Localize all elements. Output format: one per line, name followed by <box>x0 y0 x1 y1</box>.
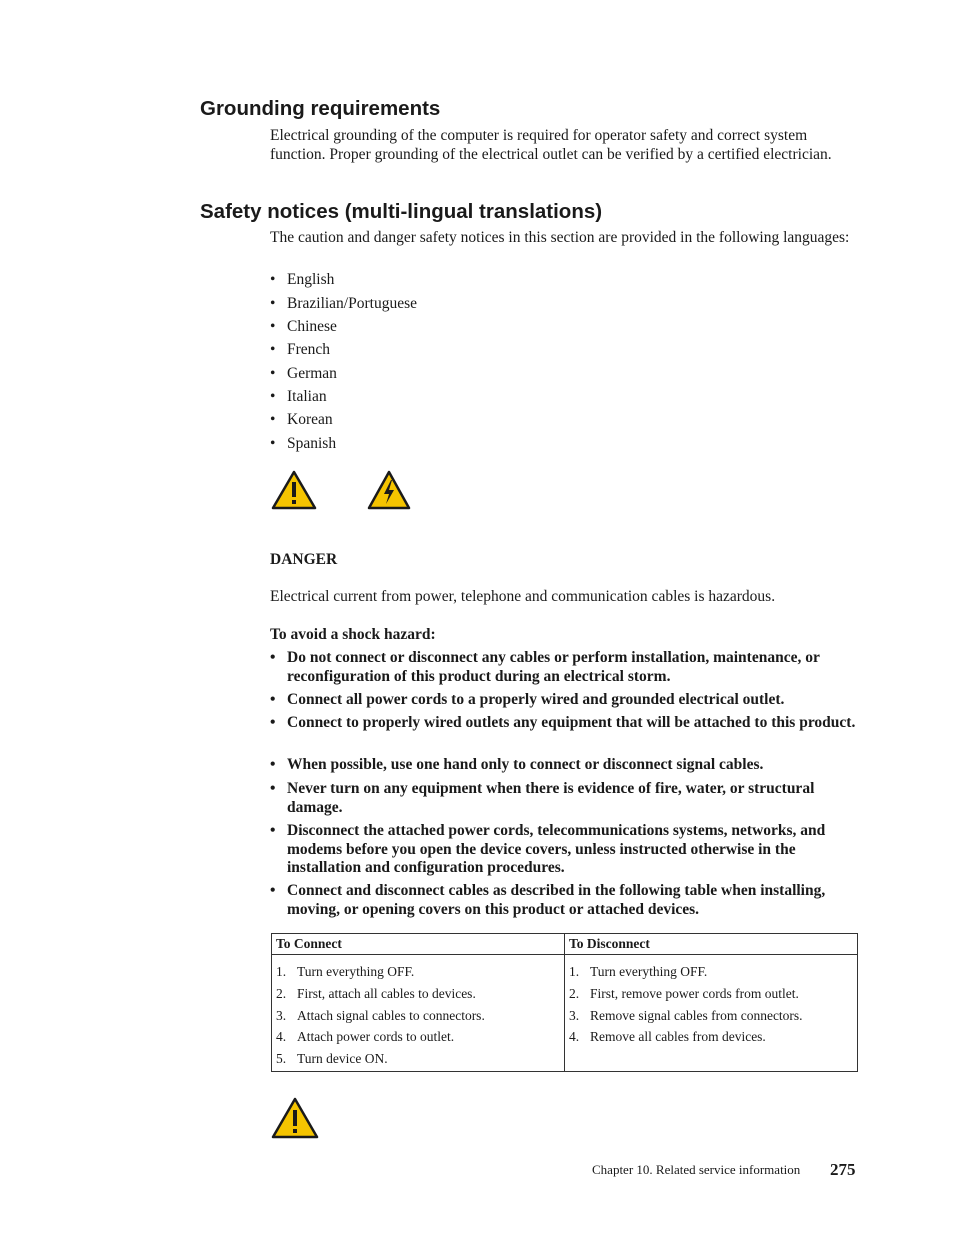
table-row: 5. Turn device ON. <box>276 1051 388 1067</box>
table-row: 3. Remove signal cables from connectors. <box>569 1007 803 1023</box>
table-row: 1. Turn everything OFF. <box>276 964 415 979</box>
table-row: 2. First, attach all cables to devices. <box>276 985 476 1001</box>
danger-label: DANGER <box>270 551 338 568</box>
heading-safety-notices: Safety notices (multi-lingual translations) <box>200 200 603 223</box>
safety-intro: The caution and danger safety notices in this section are provided in the following languages: <box>270 229 850 246</box>
connect-steps <box>272 955 565 1072</box>
table-row: 2. First, remove power cords from outlet. <box>569 985 799 1001</box>
danger-statement: Electrical current from power, telephone and communication cables is hazardous. <box>270 588 776 605</box>
caution-icon <box>271 470 317 510</box>
high-voltage-icon <box>367 470 411 510</box>
table-header-connect: To Connect <box>272 934 565 955</box>
avoid-shock-heading: To avoid a shock hazard: <box>270 626 436 643</box>
footer-chapter: Chapter 10. Related service information <box>592 1162 801 1177</box>
table-row: 3. Attach signal cables to connectors. <box>276 1007 485 1023</box>
table-row: 4. Attach power cords to outlet. <box>276 1029 455 1045</box>
page-number: 275 <box>830 1160 856 1179</box>
table-header-disconnect: To Disconnect <box>565 934 858 955</box>
heading-grounding: Grounding requirements <box>200 97 441 120</box>
table-row: 4. Remove all cables from devices. <box>569 1029 766 1045</box>
connect-disconnect-table <box>271 933 858 1072</box>
grounding-paragraph: Electrical grounding of the computer is required for operator safety and correct system function. Proper grounding of the electrical outlet can be verified by a certified electrician. <box>270 127 832 163</box>
disconnect-steps <box>565 955 858 1072</box>
caution-icon <box>271 1097 319 1139</box>
table-row: 1. Turn everything OFF. <box>569 964 708 979</box>
